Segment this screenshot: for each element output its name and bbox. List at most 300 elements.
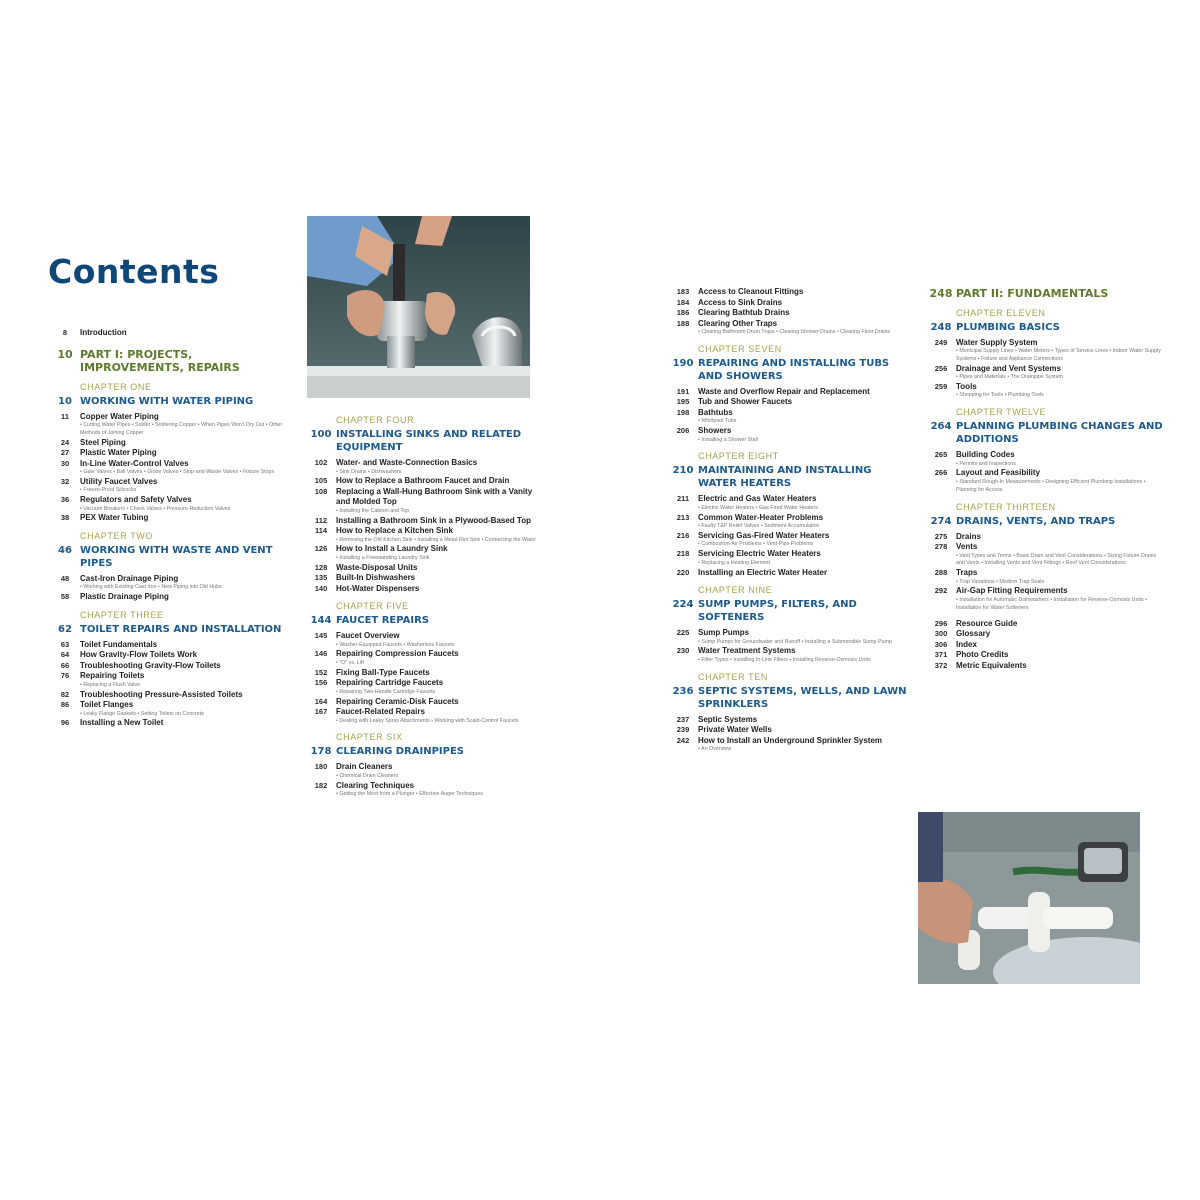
chapter-title: REPAIRING AND INSTALLING TUBS AND SHOWERS (698, 357, 890, 382)
entry-title: Drain Cleaners (336, 762, 393, 772)
entry-title: Replacing a Wall-Hung Bathroom Sink with a Vanity and Molded Top (336, 486, 533, 507)
entry-title: Faucet Overview (336, 631, 400, 641)
chapter-title: INSTALLING SINKS AND RELATED EQUIPMENT (336, 429, 522, 453)
entry-title: Toilet Fundamentals (80, 639, 158, 649)
contents-column-4 (926, 287, 1166, 671)
page-number: 164 (314, 696, 328, 706)
entry-subtopics: • Cutting Water Pipes • Solder • Soldering Copper • When Pipes Won't Dry Out • Other Methods of Joining Copper (80, 422, 283, 436)
entry-subtopics: • Pipes and Materials • The Drainpipe System (956, 374, 1063, 381)
page-number: 128 (314, 562, 328, 572)
entry-subtopics: • Installing the Cabinet and Top (336, 507, 410, 514)
chapter-title: FAUCET REPAIRS (336, 615, 430, 627)
page-number: 184 (676, 297, 690, 307)
contents-column-1 (50, 328, 290, 729)
toc-entry[interactable] (668, 628, 908, 639)
chapter-section (926, 308, 1166, 401)
entry-subtopics: • Combustion-Air Problems • Vent-Pipe Problems (698, 541, 814, 548)
page-number: 126 (314, 544, 328, 554)
entry-subtopics: • Municipal Supply Lines • Water Meters • Types of Service Lines • Indoor Water Supply Systems • Fixture and Appliance Connections (956, 348, 1161, 362)
entry-title: Traps (956, 568, 978, 578)
back-matter-list (926, 619, 1166, 672)
page-number: 206 (676, 426, 690, 436)
entry-title: Layout and Feasibility (956, 468, 1041, 478)
toc-entry[interactable] (306, 678, 546, 689)
chapter-title: PLUMBING BASICS (956, 321, 1060, 333)
toc-entry[interactable] (668, 715, 908, 726)
page-number: 38 (60, 513, 70, 523)
entry-title: Troubleshooting Gravity-Flow Toilets (80, 660, 221, 670)
chapter-title: WORKING WITH WASTE AND VENT PIPES (80, 544, 273, 569)
entry-title: Plastic Drainage Piping (80, 592, 169, 602)
chapter-section (668, 672, 908, 754)
page-number: 296 (934, 618, 948, 628)
chapter-label: CHAPTER THIRTEEN (956, 501, 1056, 512)
entry-subtopics: • Chemical Drain Cleaners (336, 772, 399, 779)
toc-entry[interactable] (668, 397, 908, 408)
toc-entry[interactable] (50, 513, 290, 524)
entry-title: Septic Systems (698, 714, 758, 724)
chapter-heading[interactable] (50, 544, 290, 570)
toc-entry[interactable] (668, 426, 908, 437)
entry-title: Water- and Waste-Connection Basics (336, 458, 478, 467)
entry-subtopics: • Washer-Equipped Faucets • Washerless Faucets (336, 641, 455, 648)
toc-entry[interactable] (926, 364, 1166, 375)
toc-entry[interactable] (50, 448, 290, 459)
part-title: PART II: FUNDAMENTALS (956, 287, 1109, 300)
page-number: 100 (310, 429, 332, 440)
entry-subtopics: • Getting the Most from a Plunger • Effective Auger Techniques (336, 791, 483, 798)
page-number: 266 (934, 468, 948, 478)
toc-entry[interactable] (306, 668, 546, 679)
toc-entry[interactable] (306, 631, 546, 642)
page-number: 191 (676, 386, 690, 396)
toc-entry[interactable] (926, 640, 1166, 651)
toc-entry[interactable] (668, 494, 908, 505)
entry-subtopics: • Working with Existing Cast Iron • New Piping into Old Hubs (80, 584, 222, 591)
entry-subtopics: • Replacing a Flush Valve (80, 681, 141, 688)
page-number: 10 (58, 395, 72, 407)
toc-entry[interactable] (50, 690, 290, 701)
page-number: 190 (672, 357, 694, 369)
page-number: 180 (314, 762, 328, 772)
entry-title: Tools (956, 381, 977, 391)
toc-entry[interactable] (926, 382, 1166, 393)
toc-entry[interactable] (50, 438, 290, 449)
page-number: 48 (60, 573, 70, 583)
toc-entry[interactable] (306, 762, 546, 773)
page-number: 198 (676, 407, 690, 417)
toc-entry[interactable] (50, 592, 290, 603)
chapter-heading[interactable] (668, 685, 908, 711)
toc-entry[interactable] (668, 531, 908, 542)
page-number: 152 (314, 667, 328, 677)
entry-title: Built-In Dishwashers (336, 573, 416, 583)
entry-subtopics: • Clearing Bathroom Drum Traps • Clearing Shower Drains • Clearing Floor Drains (698, 329, 891, 335)
entry-subtopics: • Vacuum Breakers • Check Valves • Pressure-Reduction Valves (80, 505, 231, 512)
page-number: 96 (60, 718, 70, 728)
page-number: 86 (60, 700, 70, 710)
page-number: 210 (672, 465, 694, 477)
chapter-label: CHAPTER EIGHT (698, 451, 779, 462)
toc-entry[interactable] (50, 412, 290, 423)
chapter-label: CHAPTER TWELVE (956, 407, 1047, 418)
chapter-label: CHAPTER ONE (80, 381, 152, 392)
entry-title: Clearing Other Traps (698, 318, 778, 328)
entry-title: Electric and Gas Water Heaters (698, 494, 817, 504)
part-title: PART I: PROJECTS, IMPROVEMENTS, REPAIRS (80, 347, 240, 374)
page-title: Contents (48, 252, 220, 291)
page-number: 10 (57, 347, 73, 361)
toc-entry[interactable] (926, 650, 1166, 661)
entry-subtopics: • Faulty T&P Relief Valves • Sediment Accumulation (698, 523, 820, 530)
toc-entry[interactable] (306, 487, 546, 508)
entry-title: Vents (956, 542, 978, 552)
entry-title: Glossary (956, 629, 991, 639)
entry-title: Private Water Wells (698, 725, 772, 735)
page-number: 275 (934, 531, 948, 541)
page-number: 76 (60, 671, 70, 681)
toc-entry[interactable] (50, 650, 290, 661)
page-number: 30 (60, 458, 70, 468)
entry-subtopics: • Leaky Flange Gaskets • Setting Toilets on Concrete (80, 710, 205, 717)
chapter-section (668, 585, 908, 665)
toc-entry[interactable] (926, 532, 1166, 543)
toc-entry[interactable] (306, 516, 546, 527)
chapter-heading[interactable] (50, 623, 290, 636)
toc-entry[interactable] (306, 526, 546, 537)
chapter-label: CHAPTER NINE (698, 585, 773, 596)
toc-entry[interactable] (668, 308, 908, 319)
page-number: 230 (676, 646, 690, 656)
entry-title: Clearing Techniques (336, 780, 415, 790)
toc-entry[interactable] (50, 718, 290, 729)
toc-entry[interactable] (306, 584, 546, 595)
entry-title: Servicing Gas-Fired Water Heaters (698, 530, 830, 540)
chapter-label: CHAPTER ELEVEN (956, 307, 1046, 318)
entry-title: Bathtubs (698, 407, 733, 417)
entry-title: Metric Equivalents (956, 660, 1027, 670)
entry-subtopics: • Permits and Inspections (956, 460, 1016, 467)
toc-entry[interactable] (50, 495, 290, 506)
page-number: 64 (60, 650, 70, 660)
chapter-heading[interactable] (50, 395, 290, 408)
page-number: 82 (60, 689, 70, 699)
page-number: 11 (61, 411, 69, 421)
part-heading[interactable] (50, 348, 290, 375)
chapter-title: SUMP PUMPS, FILTERS, AND SOFTENERS (698, 599, 857, 624)
page-number: 265 (934, 450, 948, 460)
contents-column-2 (306, 408, 546, 799)
chapter-label: CHAPTER SIX (336, 732, 403, 743)
chapter-section (50, 531, 290, 603)
entry-title: Air-Gap Fitting Requirements (956, 586, 1068, 596)
chapter-heading[interactable] (306, 745, 546, 758)
page-number: 249 (934, 337, 948, 347)
toc-entry[interactable] (50, 640, 290, 651)
toc-entry[interactable] (668, 646, 908, 657)
entry-title: Steel Piping (80, 437, 126, 447)
entry-title: Repairing Compression Faucets (336, 649, 459, 659)
chapter-heading[interactable] (926, 420, 1166, 446)
page-number: 32 (60, 476, 70, 486)
chapter-label: CHAPTER TWO (80, 530, 153, 541)
page-number: 24 (60, 437, 70, 447)
entry-title: Index (956, 639, 977, 649)
page-number: 182 (314, 780, 328, 790)
page-number: 46 (58, 544, 72, 556)
entry-title: Cast-Iron Drainage Piping (80, 573, 179, 583)
entry-title: Introduction (80, 328, 127, 337)
chapter-section (50, 610, 290, 729)
entry-title: In-Line Water-Control Valves (80, 458, 189, 468)
chapter-section (306, 415, 546, 594)
entry-title: Water Supply System (956, 337, 1038, 347)
entry-title: Troubleshooting Pressure-Assisted Toilets (80, 689, 243, 699)
toc-entry[interactable] (306, 544, 546, 555)
entry-title: Repairing Cartridge Faucets (336, 678, 444, 688)
toc-entry[interactable] (668, 408, 908, 419)
entry-title: Repairing Toilets (80, 671, 145, 681)
toc-entry[interactable] (926, 619, 1166, 630)
entry-subtopics: • Whirlpool Tubs (698, 418, 737, 425)
entry-title: Water Treatment Systems (698, 646, 796, 656)
toc-entry[interactable] (926, 586, 1166, 597)
chapter-label: CHAPTER THREE (80, 609, 164, 620)
entry-title: How to Replace a Kitchen Sink (336, 526, 453, 536)
page-number: 225 (676, 628, 690, 638)
toc-entry[interactable] (668, 298, 908, 309)
entry-title: Hot-Water Dispensers (336, 583, 420, 593)
entry-subtopics: • Standard Rough-In Measurements • Designing Efficient Plumbing Installations • Planning for Access (956, 478, 1146, 493)
toc-entry[interactable] (306, 476, 546, 487)
page-number: 224 (672, 599, 694, 611)
toc-entry[interactable] (926, 542, 1166, 553)
toc-entry-introduction[interactable] (50, 328, 290, 339)
page-number: 248 (929, 287, 953, 300)
entry-subtopics: • Dealing with Leaky Spray Attachments • Working with Scald-Control Faucets (336, 717, 519, 724)
entry-title: Installing a New Toilet (80, 718, 164, 728)
page-number: 66 (60, 660, 70, 670)
entry-subtopics: • Freeze-Proof Sillcocks (80, 487, 137, 494)
toc-entry[interactable] (668, 568, 908, 579)
entry-title: Common Water-Heater Problems (698, 512, 824, 522)
entry-title: Access to Sink Drains (698, 297, 783, 307)
page-number: 211 (676, 494, 690, 504)
page-number: 278 (934, 542, 948, 552)
toc-entry[interactable] (50, 661, 290, 672)
chapter-heading[interactable] (926, 321, 1166, 334)
page-number: 218 (676, 549, 690, 559)
toc-entry[interactable] (306, 649, 546, 660)
chapter-title: DRAINS, VENTS, AND TRAPS (956, 515, 1116, 527)
entry-subtopics: • Sink Drains • Dishwashers (336, 468, 402, 475)
part-heading[interactable] (926, 287, 1166, 301)
page-number: 58 (60, 592, 70, 602)
page-number: 102 (314, 458, 328, 467)
chapter-title: MAINTAINING AND INSTALLING WATER HEATERS (698, 465, 872, 490)
chapter-section (306, 601, 546, 725)
entry-subtopics: • Replacing a Heating Element (698, 559, 770, 566)
toc-entry[interactable] (306, 573, 546, 584)
page-number: 236 (672, 685, 694, 697)
entry-subtopics: • Shopping for Tools • Plumbing Tools (956, 392, 1044, 399)
chapter-heading[interactable] (306, 614, 546, 627)
page-number: 156 (314, 678, 328, 688)
page-number: 27 (60, 448, 70, 458)
chapter-section (50, 382, 290, 524)
page-number: 220 (676, 567, 690, 577)
entry-title: Copper Water Piping (80, 411, 159, 421)
page-number: 216 (676, 530, 690, 540)
entry-title: Drains (956, 531, 981, 541)
page-number: 259 (934, 381, 948, 391)
chapter-title: WORKING WITH WATER PIPING (80, 395, 254, 407)
page-number: 186 (676, 308, 690, 317)
toc-entry[interactable] (926, 568, 1166, 579)
page-number: 108 (314, 486, 328, 496)
page-number: 239 (676, 725, 690, 735)
pvc-fittings-photo (918, 812, 1140, 984)
contents-column-3 (668, 287, 908, 754)
page-number: 195 (676, 397, 690, 407)
page-number: 112 (314, 515, 328, 525)
page-number: 242 (676, 735, 690, 745)
faucet-repair-photo (307, 216, 530, 398)
entry-subtopics: • Installing a Freestanding Laundry Sink (336, 554, 430, 561)
chapter-section (926, 407, 1166, 494)
page-number: 63 (60, 639, 70, 649)
entry-title: Faucet-Related Repairs (336, 707, 425, 717)
page-number: 306 (934, 639, 948, 649)
page-number: 213 (676, 512, 690, 522)
entry-subtopics: • Repairing Two-Handle Cartridge Faucets (336, 688, 436, 695)
toc-entry[interactable] (926, 338, 1166, 349)
toc-entry[interactable] (926, 450, 1166, 461)
entry-title: PEX Water Tubing (80, 513, 149, 523)
entry-subtopics: • Vent Types and Terms • Basic Drain and Vent Considerations • Sizing Fixture Drains and Vents • Installing Vents and Vent Fittings • Roof Vent Considerations (956, 552, 1157, 567)
entry-subtopics: • Removing the Old Kitchen Sink • Installing a Metal-Rim Sink • Connecting the Water (336, 536, 536, 543)
toc-entry[interactable] (668, 387, 908, 398)
chapter-label: CHAPTER SEVEN (698, 343, 782, 354)
toc-entry[interactable] (306, 563, 546, 574)
entry-title: Servicing Electric Water Heaters (698, 549, 821, 559)
entry-title: Tub and Shower Faucets (698, 397, 793, 407)
toc-entry[interactable] (668, 287, 908, 298)
entry-title: Clearing Bathtub Drains (698, 308, 790, 317)
page-number: 62 (58, 623, 72, 635)
entry-title: Repairing Ceramic-Disk Faucets (336, 696, 459, 706)
entry-title: How Gravity-Flow Toilets Work (80, 650, 198, 660)
toc-entry[interactable] (50, 574, 290, 585)
chapter-heading[interactable] (306, 428, 546, 454)
entry-subtopics: • "O" vs. Lift (336, 659, 364, 666)
chapter-label: CHAPTER FIVE (336, 601, 409, 612)
toc-entry[interactable] (306, 707, 546, 718)
page-number: 145 (314, 631, 328, 641)
chapter-section (668, 344, 908, 445)
toc-entry[interactable] (926, 629, 1166, 640)
toc-entry[interactable] (668, 549, 908, 560)
chapter-heading[interactable] (668, 464, 908, 490)
chapter-title: CLEARING DRAINPIPES (336, 746, 465, 758)
toc-entry[interactable] (50, 700, 290, 711)
chapter-title: SEPTIC SYSTEMS, WELLS, AND LAWN SPRINKLERS (698, 685, 907, 710)
chapter-section (926, 502, 1166, 613)
chapter-section (668, 287, 908, 337)
entry-subtopics: • Sump Pumps for Groundwater and Runoff • Installing a Submersible Sump Pump (698, 638, 892, 645)
toc-entry[interactable] (50, 459, 290, 470)
entry-title: Regulators and Safety Valves (80, 495, 192, 505)
chapter-title: TOILET REPAIRS AND INSTALLATION (80, 623, 282, 635)
toc-entry[interactable] (306, 781, 546, 792)
page-number: 288 (934, 568, 948, 578)
entry-subtopics: • Trap Variations • Modern Trap Seals (956, 578, 1045, 585)
entry-title: Resource Guide (956, 618, 1018, 628)
entry-title: Utility Faucet Valves (80, 476, 158, 486)
entry-title: How to Install a Laundry Sink (336, 544, 448, 554)
entry-title: Sump Pumps (698, 628, 750, 638)
page-number: 237 (676, 714, 690, 724)
entry-title: Installing an Electric Water Heater (698, 567, 828, 577)
entry-title: Building Codes (956, 450, 1015, 460)
entry-title: How to Install an Underground Sprinkler System (698, 735, 883, 745)
page-number: 140 (314, 583, 328, 593)
page-number: 8 (62, 328, 68, 337)
page-number: 371 (934, 650, 948, 660)
page-number: 105 (314, 476, 328, 486)
toc-entry[interactable] (668, 319, 908, 330)
entry-title: Showers (698, 426, 732, 436)
toc-entry[interactable] (50, 671, 290, 682)
entry-title: Access to Cleanout Fittings (698, 287, 804, 296)
page-number: 274 (930, 515, 952, 527)
toc-entry[interactable] (668, 725, 908, 736)
toc-entry[interactable] (668, 513, 908, 524)
chapter-heading[interactable] (926, 515, 1166, 528)
page-number: 36 (60, 495, 70, 505)
entry-title: Fixing Ball-Type Faucets (336, 667, 430, 677)
entry-title: Drainage and Vent Systems (956, 363, 1061, 373)
toc-entry[interactable] (926, 468, 1166, 479)
entry-title: Plastic Water Piping (80, 448, 157, 458)
page-number: 178 (310, 746, 332, 758)
toc-entry[interactable] (306, 458, 546, 469)
entry-subtopics: • Installing a Shower Stall (698, 436, 758, 443)
toc-entry[interactable] (926, 661, 1166, 672)
toc-entry[interactable] (306, 697, 546, 708)
page-number: 183 (676, 287, 690, 296)
entry-title: Photo Credits (956, 650, 1009, 660)
chapter-title: PLANNING PLUMBING CHANGES AND ADDITIONS (956, 421, 1163, 446)
chapter-heading[interactable] (668, 598, 908, 624)
page-number: 114 (314, 526, 328, 536)
entry-subtopics: • Electric Water Heaters • Gas-Fired Water Heaters (698, 504, 818, 511)
page-number: 167 (314, 707, 328, 717)
page-number: 292 (934, 586, 948, 596)
chapter-heading[interactable] (668, 357, 908, 383)
page-number: 256 (934, 363, 948, 373)
entry-title: Installing a Bathroom Sink in a Plywood-Based Top (336, 515, 531, 525)
page-number: 248 (930, 321, 952, 333)
page-number: 144 (310, 615, 332, 627)
toc-entry[interactable] (50, 477, 290, 488)
chapter-section (306, 732, 546, 799)
entry-subtopics: • An Overview (698, 746, 732, 753)
page-number: 372 (934, 660, 948, 670)
entry-title: Waste and Overflow Repair and Replacement (698, 386, 870, 396)
entry-subtopics: • Filter Types • Installing In-Line Filters • Installing Reverse-Osmosis Units (698, 656, 871, 663)
toc-entry[interactable] (668, 736, 908, 747)
